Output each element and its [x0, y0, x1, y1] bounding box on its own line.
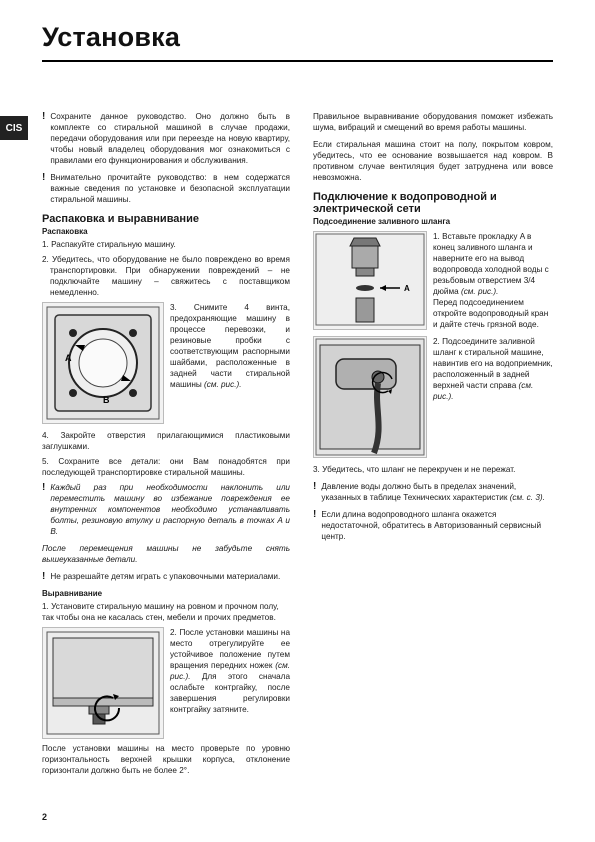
feet-figure: [42, 627, 164, 739]
hose-length-warning: [313, 509, 553, 542]
page-title: Установка: [42, 22, 181, 52]
leveling-figure-row: [42, 627, 290, 739]
hose-length-warning-text: Если длина водопроводного шланга окажется недостаточной, обратитесь в Авторизованный сервисный центр.: [321, 510, 542, 541]
unpack-step-3-block: [170, 302, 290, 424]
washer-back-figure: [42, 302, 164, 424]
intro-warning: [42, 111, 290, 166]
unpack-step-5: 5. Сохраните все детали: они Вам понадобятся при последующей транспортировке стиральной машины.: [42, 457, 290, 477]
children-warning: [42, 571, 290, 582]
tilt-warning: [42, 482, 290, 537]
level-step-3: После установки машины на место проверьте по уровню горизонтальность верхней крышки корпуса, отклонение горизонтали должно быть не более 2°.: [42, 744, 290, 775]
read-warning: [42, 172, 290, 205]
right-column: [313, 111, 553, 548]
hose-step-1: 1. Вставьте прокладку A в конец заливного шланга и наверните его на вывод водопровода холодной воды с резьбовым отверстием 3/4 дюйма: [433, 232, 549, 296]
exclamation-icon: !: [313, 481, 317, 492]
transport-bolts-figure-row: [42, 302, 290, 424]
leveling-note: Правильное выравнивание оборудования поможет избежать шума, вибраций и смещений во время работы машины.: [313, 112, 553, 132]
language-tab: CIS: [0, 116, 28, 140]
pressure-warning-text: Давление воды должно быть в пределах значений, указанных в таблице Технических характеристик: [321, 482, 517, 502]
carpet-note: Если стиральная машина стоит на полу, покрытом ковром, убедитесь, что ее основание возвышается над ковром. В противном случае вентиляция будет затруднена или вовсе невозможна.: [313, 140, 553, 182]
exclamation-icon: !: [42, 571, 46, 582]
level-step-2-block: [170, 627, 290, 739]
point-b-label: B: [103, 395, 110, 405]
section-heading-connection: Подключение к водопроводной и электрической сети: [313, 191, 497, 215]
hose-step-2-block: [433, 336, 553, 458]
hose-figure-row-2: [313, 336, 553, 458]
exclamation-icon: !: [42, 172, 46, 183]
subheading-unpacking: Распаковка: [42, 227, 88, 236]
children-warning-text: Не разрешайте детям играть с упаковочными материалами.: [50, 572, 281, 581]
section-heading-unpacking: Распаковка и выравнивание: [42, 213, 199, 225]
exclamation-icon: !: [42, 111, 46, 122]
tilt-warning-text: Каждый раз при необходимости наклонить или переместить машину во избежание повреждения ее внутренних компонентов необходимо устанавливать болты, резиновую втулку и распорную деталь в точках A и B.: [50, 483, 290, 536]
unpack-step-2: 2. Убедитесь, что оборудование не было повреждено во время транспортировки. При обнаружении повреждений – не подключайте машину – свяжитесь с поставщиком немедленно.: [42, 255, 290, 297]
adjustable-foot-illustration: [43, 628, 163, 738]
hose-step-1-block: [433, 231, 553, 330]
read-text: Внимательно прочитайте руководство: в нем содержатся важные сведения по установке и безопасной эксплуатации стиральной машины.: [50, 173, 290, 204]
hose-step-3: 3. Убедитесь, что шланг не перекручен и не пережат.: [313, 465, 516, 474]
title-rule: [42, 60, 553, 62]
level-step-1: 1. Установите стиральную машину на ровном и прочном полу, так чтобы она не касалась стен, мебели и прочих предметов.: [42, 602, 279, 622]
subheading-leveling: Выравнивание: [42, 589, 103, 598]
exclamation-icon: !: [42, 482, 46, 493]
hose-gasket-illustration: [314, 232, 426, 327]
intro-text: Сохраните данное руководство. Оно должно быть в комплекте со стиральной машиной в случае продажи, передачи оборудования или при переезде на новую квартиру, чтобы новый владелец оборудования мог ознакомиться с правилами его функционирования и обслуживания.: [50, 112, 290, 165]
washer-inlet-illustration: [314, 337, 426, 457]
hose-step-2-ref: (см. рис.).: [433, 381, 534, 401]
hose-step-1b: Перед подсоединением откройте водопроводный кран и дайте стечь грязной воде.: [433, 298, 549, 329]
unpack-step-3: 3. Снимите 4 винта, предохраняющие машину в процессе перевозки, и резиновые пробки с соответствующим распорными шайбами, расположенные в задней части стиральной машины: [170, 303, 290, 389]
unpack-step-4: 4. Закройте отверстия прилагающимися пластиковыми заглушками.: [42, 431, 290, 451]
gasket-a-label: A: [404, 284, 410, 293]
level-step-2: 2. После установки машины на место отрегулируйте ее устойчивое положение путем вращения передних ножек: [170, 628, 290, 670]
after-move-text: После перемещения машины не забудьте снять вышеуказанные детали.: [42, 544, 290, 564]
hose-step-2: 2. Подсоедините заливной шланг к стиральной машине, навинтив его на водоприемник, расположенный в задней верхней части справа: [433, 337, 553, 390]
unpack-step-1: 1. Распакуйте стиральную машину.: [42, 240, 176, 249]
level-step-2b: Для этого сначала ослабьте контргайку, после завершения регулировки контргайку затяните.: [170, 672, 291, 714]
level-step-2-ref: (см. рис.).: [170, 661, 290, 681]
washer-inlet-figure: [313, 336, 427, 458]
unpack-step-3-ref: (см. рис.).: [204, 380, 242, 389]
point-a-label: A: [65, 353, 72, 363]
pressure-warning-ref: (см. с. 3).: [509, 493, 545, 502]
subheading-inlet-hose: Подсоединение заливного шланга: [313, 217, 451, 226]
hose-figure-row-1: [313, 231, 553, 330]
pressure-warning: [313, 481, 553, 503]
page-number: 2: [42, 812, 48, 822]
left-column: [42, 111, 290, 782]
washer-back-illustration: [43, 303, 163, 423]
hose-gasket-figure: [313, 231, 427, 330]
hose-step-1-ref: (см. рис.).: [460, 287, 499, 296]
exclamation-icon: !: [313, 509, 317, 520]
